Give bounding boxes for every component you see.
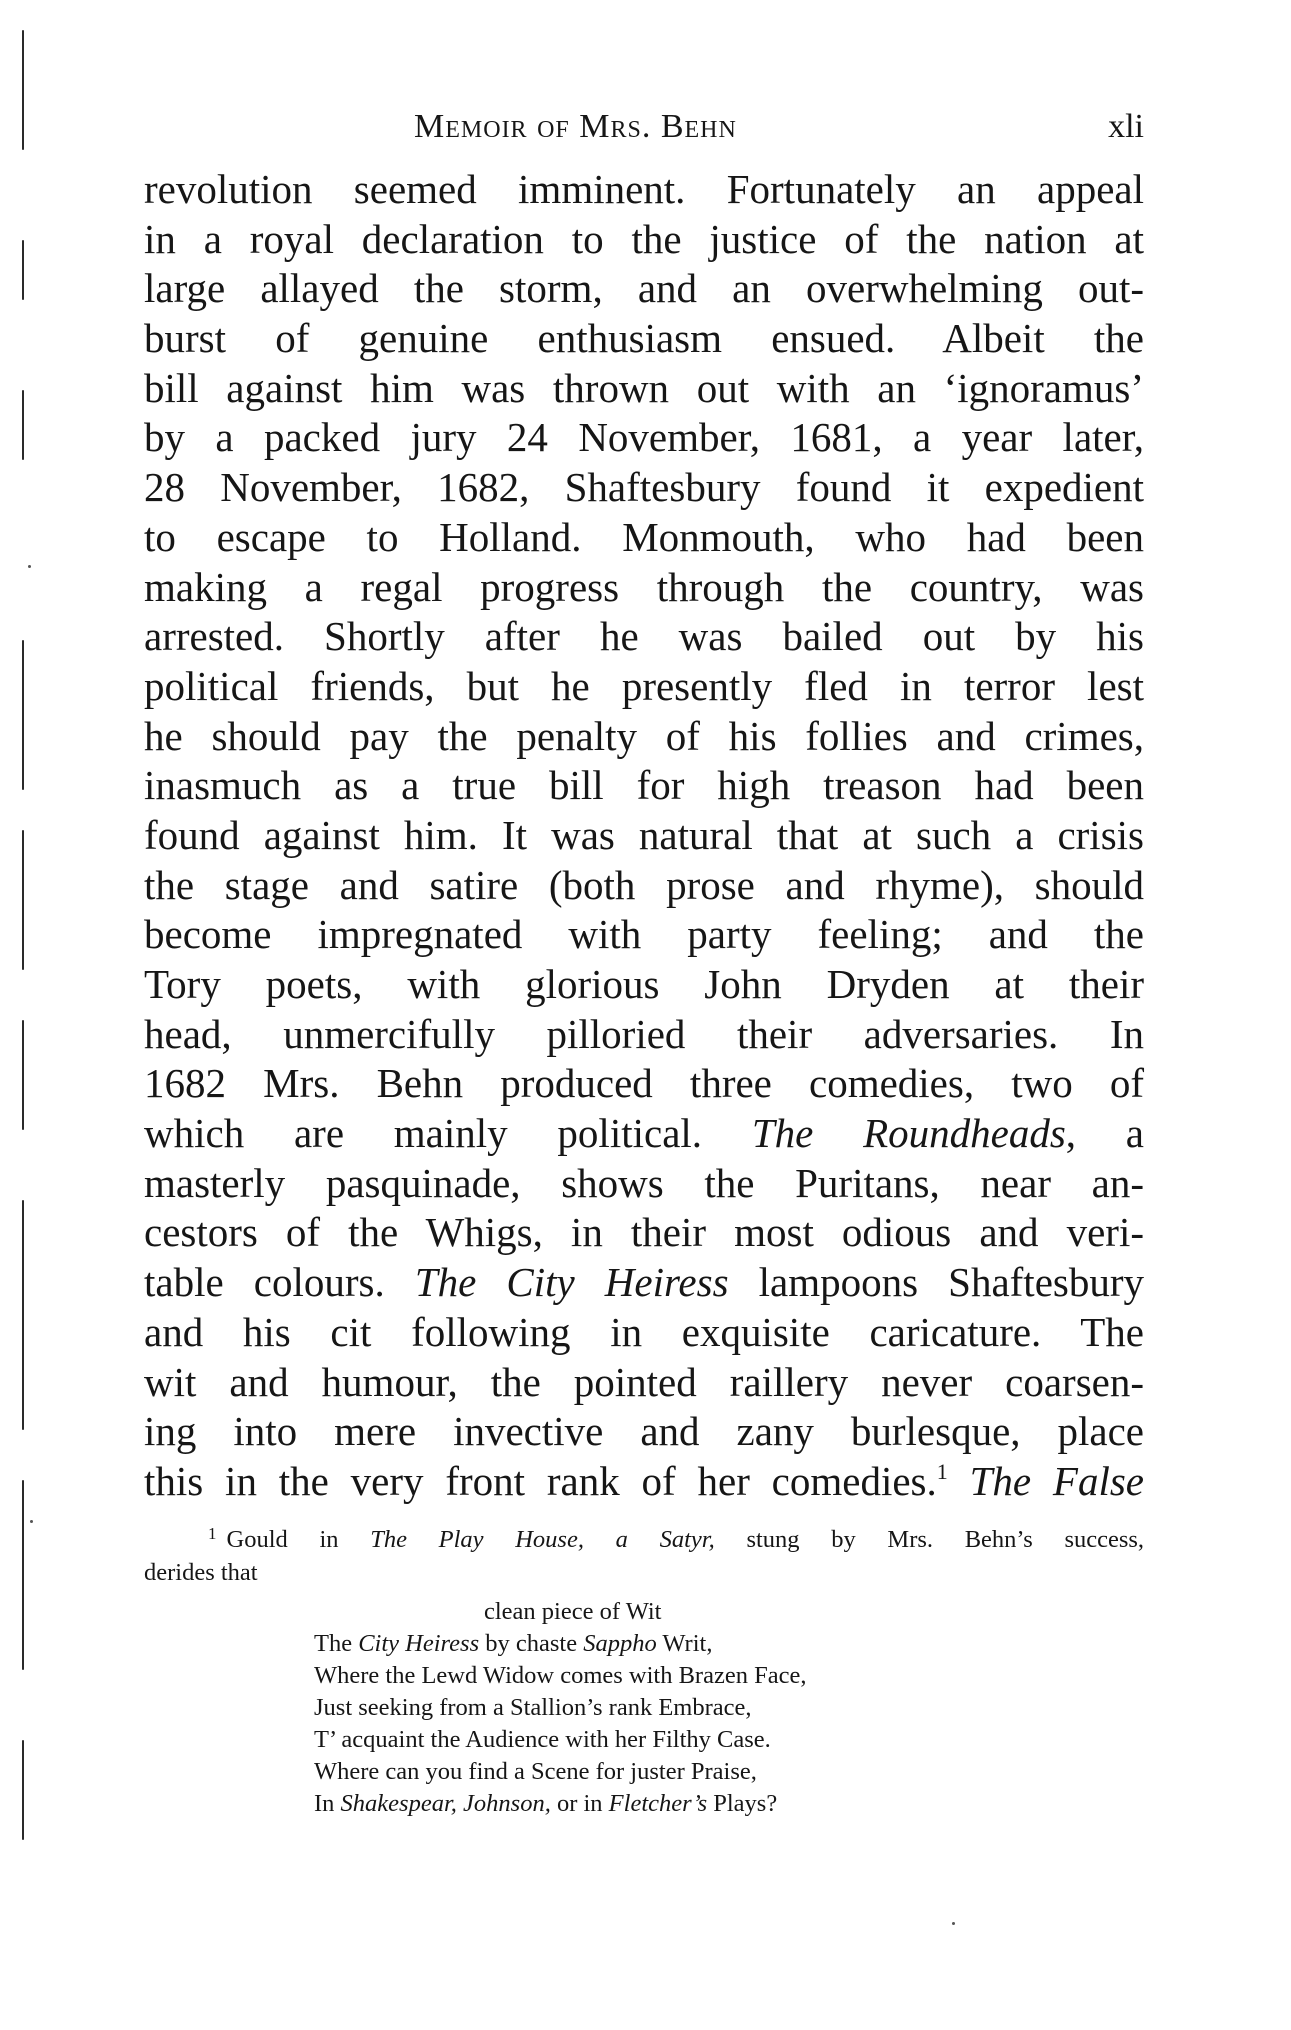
footnote-text: a (615, 1526, 628, 1553)
text-line: masterly pasquinade, shows the Puritans, near an- (144, 1159, 1144, 1206)
binding-edge-mark (22, 1200, 24, 1430)
footnote-reference[interactable]: 1 (936, 1458, 948, 1484)
verse-text: by chaste (485, 1630, 578, 1657)
text-line: to escape to Holland. Monmouth, who had been (144, 513, 1144, 560)
line-text: lampoons Shaftesbury (758, 1259, 1145, 1306)
verse-line (314, 1628, 806, 1660)
text-line: 28 November, 1682, Shaftesbury found it expedient (144, 464, 1144, 511)
verse-quotation (314, 1596, 806, 1820)
binding-edge-mark (22, 1740, 24, 1840)
footnote-text: Gould in (226, 1526, 339, 1553)
verse-line: T’ acquaint the Audience with her Filthy Case. (314, 1726, 771, 1753)
verse-name: Shakespear, (340, 1790, 457, 1817)
line-text: which are mainly political. (144, 1110, 703, 1157)
text-line: cestors of the Whigs, in their most odious and veri- (144, 1209, 1144, 1256)
scan-speck (952, 1922, 955, 1925)
text-line: and his cit following in exquisite caricature. The (144, 1308, 1144, 1355)
text-line (144, 1109, 1144, 1159)
text-line: ing into mere invective and zany burlesque, place (144, 1408, 1144, 1455)
text-line: revolution seemed imminent. Fortunately an appeal (144, 166, 1144, 212)
binding-edge-mark (22, 1480, 24, 1670)
verse-text: In (314, 1790, 335, 1817)
verse-name: Sappho (583, 1630, 657, 1657)
page-header (144, 108, 1144, 158)
binding-edge-mark (22, 640, 24, 790)
text-line: bill against him was thrown out with an ‘ignoramus’ (144, 364, 1144, 411)
scan-speck (28, 565, 31, 568)
text-line: inasmuch as a true bill for high treason had been (144, 762, 1144, 809)
verse-name: Johnson, (463, 1790, 551, 1817)
verse-line: Just seeking from a Stallion’s rank Embrace, (314, 1694, 752, 1721)
verse-text: or in (556, 1790, 603, 1817)
line-text: this in the very front rank of her comedies. (144, 1457, 937, 1504)
verse-line: clean piece of Wit (484, 1598, 662, 1625)
text-line: he should pay the penalty of his follies and crimes, (144, 712, 1144, 759)
body-text (144, 165, 1144, 1507)
footnote-title: The Play House, (370, 1526, 584, 1553)
scan-speck (30, 1520, 33, 1523)
line-text: table colours. (144, 1259, 385, 1306)
verse-line (314, 1788, 806, 1820)
verse-line: Where can you find a Scene for juster Praise, (314, 1758, 757, 1785)
play-title-city-heiress: The City Heiress (414, 1259, 729, 1306)
text-line: by a packed jury 24 November, 1681, a year later, (144, 414, 1144, 461)
play-title-false: The False (969, 1457, 1145, 1504)
binding-edge-mark (22, 30, 24, 150)
footnote-title: Satyr, (659, 1526, 715, 1553)
verse-text: The (314, 1630, 353, 1657)
footnote-marker: 1 (208, 1524, 217, 1543)
text-line: arrested. Shortly after he was bailed out by his (144, 613, 1144, 660)
text-line (144, 1457, 1144, 1507)
text-line: wit and humour, the pointed raillery never coarsen- (144, 1358, 1144, 1405)
page-number: xli (1108, 108, 1144, 145)
text-line: political friends, but he presently fled in terror lest (144, 662, 1144, 709)
text-line: the stage and satire (both prose and rhyme), should (144, 861, 1144, 908)
binding-edge-mark (22, 240, 24, 300)
text-line: Tory poets, with glorious John Dryden at their (144, 961, 1144, 1007)
text-line: head, unmercifully pilloried their adversaries. In (144, 1010, 1144, 1057)
text-line: burst of genuine enthusiasm ensued. Albeit the (144, 315, 1144, 362)
line-text: , a (1065, 1110, 1144, 1157)
verse-title: City Heiress (358, 1630, 480, 1657)
verse-line: Where the Lewd Widow comes with Brazen Face, (314, 1662, 807, 1689)
text-line: found against him. It was natural that at such a crisis (144, 811, 1144, 858)
text-line: become impregnated with party feeling; and the (144, 911, 1144, 958)
binding-edge-mark (22, 830, 24, 970)
play-title-roundheads: The Roundheads (751, 1110, 1066, 1157)
text-line: 1682 Mrs. Behn produced three comedies, two of (144, 1060, 1144, 1107)
verse-text: Plays? (713, 1790, 778, 1817)
verse-text: Writ, (662, 1630, 713, 1657)
verse-name: Fletcher’s (608, 1790, 708, 1817)
footnote-line (144, 1523, 1144, 1556)
footnote (144, 1523, 1144, 1589)
footnote-text: stung by Mrs. Behn’s success, (746, 1526, 1145, 1553)
running-head: Memoir of Mrs. Behn (414, 108, 737, 145)
text-line: large allayed the storm, and an overwhelming out- (144, 265, 1144, 312)
text-line: in a royal declaration to the justice of the nation at (144, 215, 1144, 262)
footnote-line: derides that (144, 1559, 258, 1586)
binding-edge-mark (22, 1020, 24, 1130)
text-line: making a regal progress through the country, was (144, 563, 1144, 610)
binding-edge-mark (22, 390, 24, 460)
text-line (144, 1258, 1144, 1308)
